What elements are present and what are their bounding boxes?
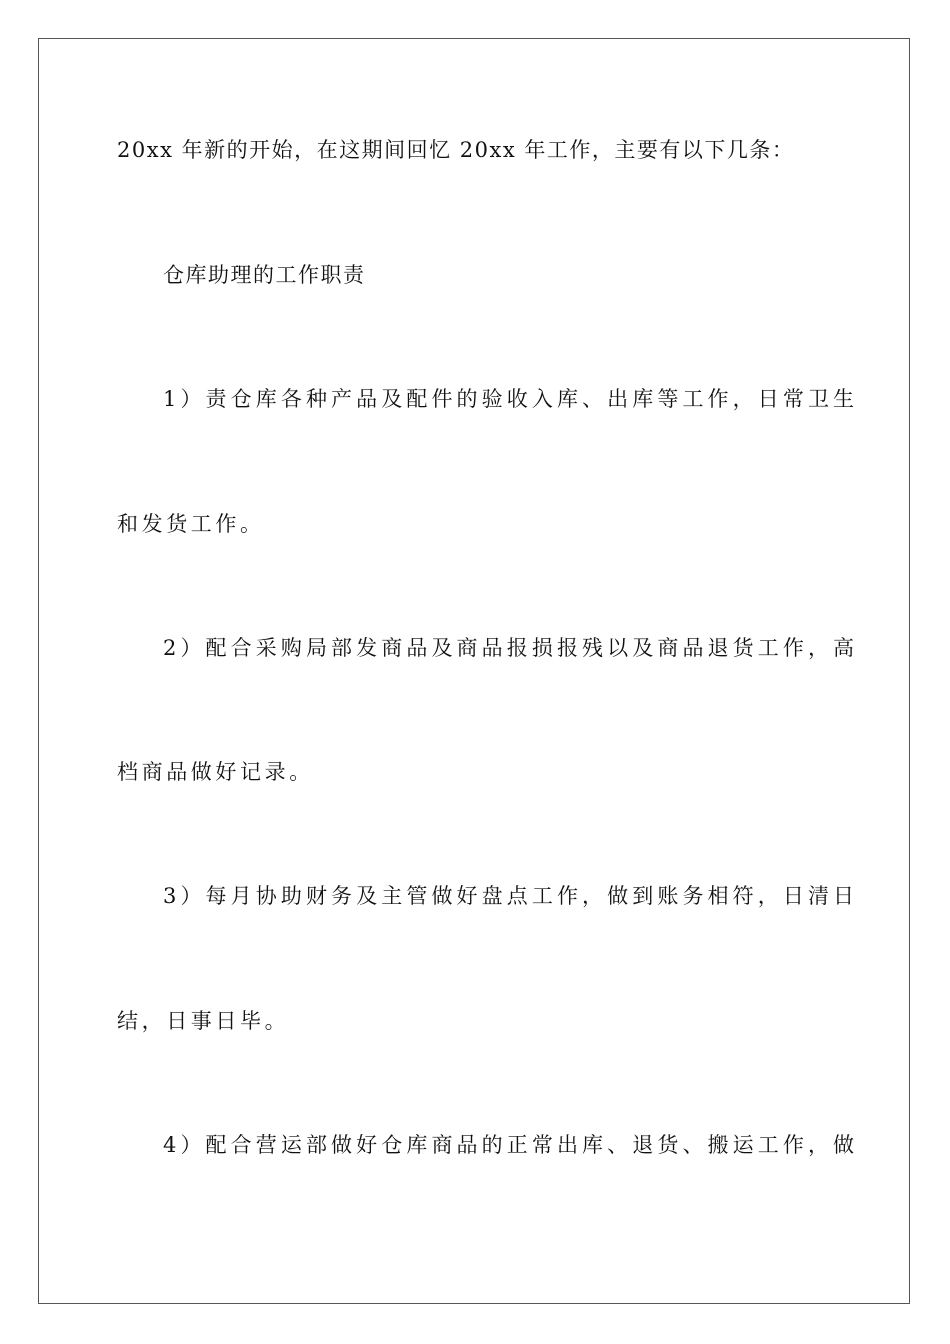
- item-4-line-1: 4）配合营运部做好仓库商品的正常出库、退货、搬运工作，做: [163, 1133, 859, 1157]
- section-heading: 仓库助理的工作职责: [163, 263, 366, 287]
- intro-line: 20xx 年新的开始，在这期间回忆 20xx 年工作，主要有以下几条：: [117, 138, 795, 162]
- item-2-line-1: 2）配合采购局部发商品及商品报损报残以及商品退货工作，高: [163, 636, 859, 660]
- item-1-line-1: 1）责仓库各种产品及配件的验收入库、出库等工作，日常卫生: [163, 387, 859, 411]
- item-2-line-2: 档商品做好记录。: [117, 760, 314, 784]
- item-3-line-1: 3）每月协助财务及主管做好盘点工作，做到账务相符，日清日: [163, 884, 859, 908]
- item-3-line-2: 结，日事日毕。: [117, 1009, 290, 1033]
- page-border: [38, 38, 910, 1304]
- item-1-line-2: 和发货工作。: [117, 512, 265, 536]
